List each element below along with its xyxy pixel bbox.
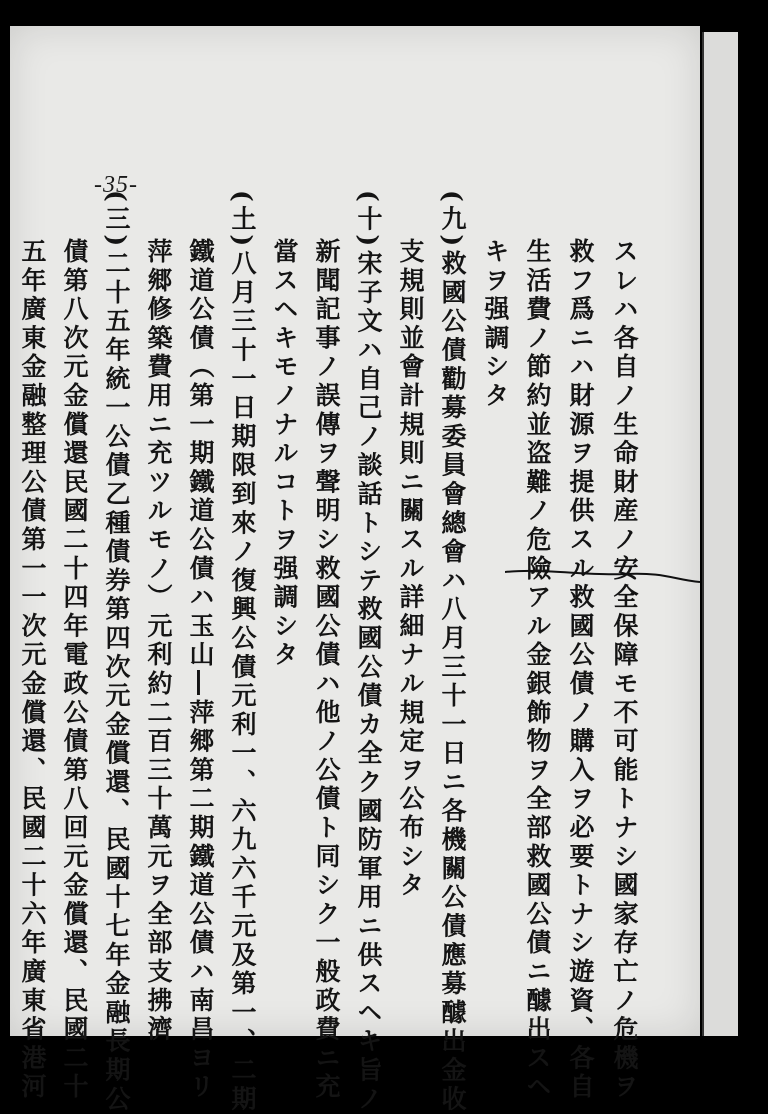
adjacent-page-edge xyxy=(702,32,738,1036)
text-column-11: 鐵道公債（第一期鐵道公債ハ玉山―萍郷第二期鐵道公債ハ南昌ヨリ xyxy=(186,238,215,1102)
item-11-heading-column: (土)八月三十一日期限到來ノ復興公債元利一、六九六千元及第一、二期 xyxy=(228,190,257,1114)
text-column-15: 五年廣東金融整理公債第一一次元金償還、民國二十六年廣東省港河 xyxy=(18,238,47,1102)
text-column-9: 當スヘキモノナルコトヲ强調シタ xyxy=(270,238,299,670)
text-column-2: 救フ爲ニハ財源ヲ提供スル救國公債ノ購入ヲ必要トナシ遊資、各自 xyxy=(566,238,595,1102)
paper-tear-mark xyxy=(505,566,700,586)
text-column-8: 新聞記事ノ誤傳ヲ聲明シ救國公債ハ他ノ公債ト同シク一般政費ニ充 xyxy=(312,238,341,1102)
page-number: -35- xyxy=(94,172,138,198)
item-9-heading-column: (九)救國公債勸募委員會總會ハ八月三十一日ニ各機關公債應募醵出金收 xyxy=(438,190,467,1114)
text-column-1: スレハ各自ノ生命財産ノ安全保障モ不可能トナシ國家存亡ノ危機ヲ xyxy=(610,238,639,1102)
text-column-12: 萍郷修築費用ニ充ツルモノ）元利約二百三十萬元ヲ全部支拂濟 xyxy=(144,238,173,1045)
item-10-heading-column: (十)宋子文ハ自己ノ談話トシテ救國公債カ全ク國防軍用ニ供スヘキ旨ノ xyxy=(354,190,383,1114)
text-column-3: 生活費ノ節約並盗難ノ危險アル金銀飾物ヲ全部救國公債ニ醵出スヘ xyxy=(523,238,552,1102)
text-column-4: キヲ强調シタ xyxy=(481,238,510,411)
text-column-14: 債第八次元金償還民國二十四年電政公債第八回元金償還、民國二十 xyxy=(60,238,89,1102)
text-column-6: 支規則並會計規則ニ關スル詳細ナル規定ヲ公布シタ xyxy=(396,238,425,901)
item-12-heading-column: (三)二十五年統一公債乙種債券第四次元金償還、民國十七年金融長期公 xyxy=(102,190,131,1114)
